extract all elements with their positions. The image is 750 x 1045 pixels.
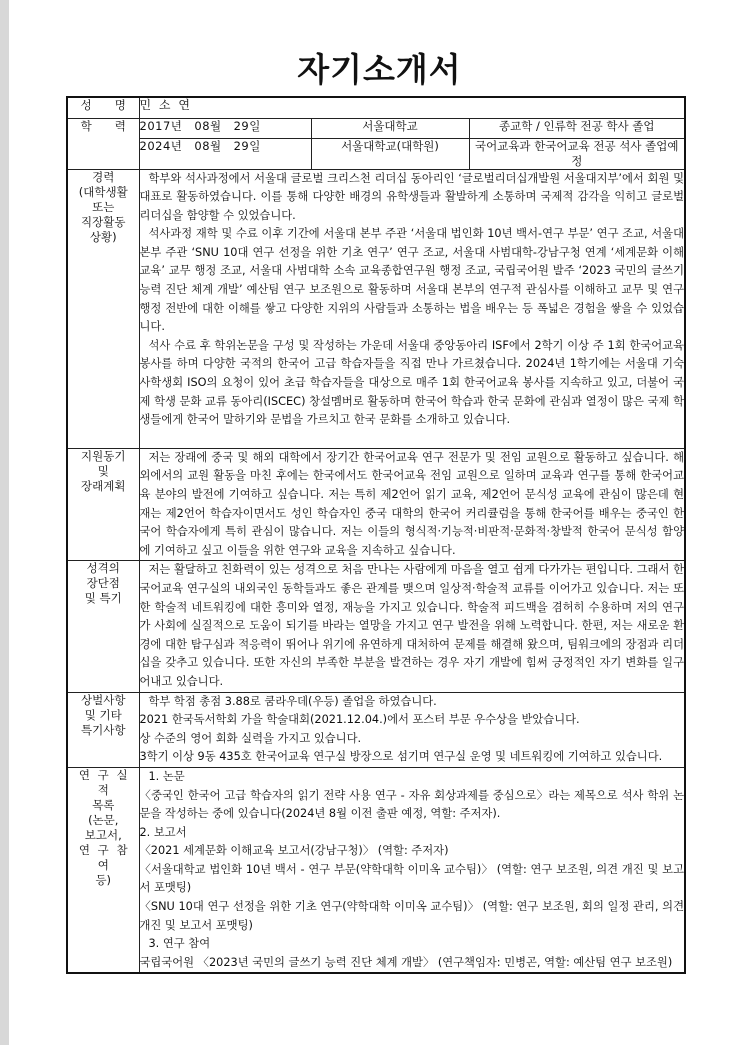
research-label-line: (논문, xyxy=(88,812,119,827)
motivation-label-line: 지원동기 xyxy=(81,448,126,463)
research-line: 〈SNU 10대 연구 선정을 위한 기초 연구(약학대학 이미옥 교수팀)〉 (역할: 연구 보조원, 회의 일정 관리, 의견 개진 및 보고서 포맷팅) xyxy=(139,900,684,932)
awards-line: 3학기 이상 9동 435호 한국어교육 연구실 방장으로 섬기며 연구실 운영 및 네트워킹에 기여하고 있습니다. xyxy=(139,750,663,764)
career-content xyxy=(139,169,685,448)
research-label-line: 목록 xyxy=(92,797,115,812)
research-label-line: 연 구 실 적 xyxy=(78,767,130,797)
personality-content xyxy=(139,561,685,692)
research-line: 〈2021 세계문화 이해교육 보고서(강남구청)〉 (역할: 주저자) xyxy=(139,844,449,858)
table-row-career xyxy=(67,169,685,448)
motivation-label-line: 장래계획 xyxy=(81,478,126,493)
research-line: 1. 논문 xyxy=(148,769,185,783)
awards-label-line: 및 기타 xyxy=(84,707,122,722)
research-content xyxy=(139,767,685,973)
education-school: 서울대학교(대학원) xyxy=(311,138,469,169)
personality-label-line: 장단점 xyxy=(86,576,120,591)
awards-label-line: 상벌사항 xyxy=(81,692,126,707)
awards-content xyxy=(139,692,685,767)
personality-label xyxy=(67,561,139,692)
career-paragraph: 석사 수료 후 학위논문을 구성 및 작성하는 가운데 서울대 중앙동아리 ISF에서 2학기 이상 주 1회 한국어교육 봉사를 하며 다양한 국적의 한국어 고급 학습자들을 직접 만나 가르쳤습니다. 2024년 1학기에는 서울대 기숙사학생회 ISO의 요청이 있어 초급 학습자들을 대상으로 매주 1회 한국어교육 봉사를 지속하고 있고, 더불어 국제 학생 문화 교류 동아리(ISCEC) 창설멤버로 활동하며 한국어 학습과 한국 문화에 관심과 열정이 많은 국제 학생들에게 한국어 말하기와 문법을 가르치고 한국 문화를 소개하고 있습니다. xyxy=(139,338,684,427)
research-line: 〈중국인 한국어 고급 학습자의 읽기 전략 사용 연구 - 자유 회상과제를 중심으로〉라는 제목으로 석사 학위 논문을 작성하는 중에 있습니다(2024년 8월 이전 출판 예정, 역할: 주저자). xyxy=(139,788,684,821)
career-label-line: (대학생활 xyxy=(78,184,128,199)
career-label-line: 직장활동 xyxy=(81,214,126,229)
career-label-line: 상황) xyxy=(89,229,117,244)
table-row-awards xyxy=(67,692,685,767)
name-label: 성 명 xyxy=(67,97,139,118)
education-label: 학 력 xyxy=(67,118,139,169)
career-paragraph: 석사과정 재학 및 수료 이후 기간에 서울대 본부 주관 ‘서울대 법인화 10년 백서-연구 부문’ 연구 조교, 서울대 본부 주관 ‘SNU 10대 연구 선정을 위한 기초 연구’ 연구 조교, 서울대 사범대학-강남구청 연계 ‘세계문화 이해교육’ 교무 행정 조교, 서울대 사범대학 소속 교육종합연구원 행정 조교, 국립국어원 발주 ‘2023 국민의 글쓰기 능력 진단 체계 개발’ 예산팀 연구 보조원으로 활동하며 서울대 본부의 연구적 관심사를 이해하고 교무 및 연구 행정 전반에 대한 이해를 쌓고 다양한 지위의 사람들과 소통하는 법을 배우는 등 폭넓은 경험을 쌓을 수 있었습니다. xyxy=(139,227,684,334)
motivation-content xyxy=(139,448,685,561)
resume-table xyxy=(66,96,686,974)
education-date: 2017년 08월 29일 xyxy=(139,118,311,138)
career-paragraph: 학부와 석사과정에서 서울대 글로벌 크리스천 리더십 동아리인 ‘글로벌리더십개발원 서울대지부’에서 회원 및 대표로 활동하였습니다. 이를 통해 다양한 배경의 유학생들과 활발하게 소통하며 국제적 감각을 익히고 글로벌 리더십을 함양할 수 있었습니다. xyxy=(139,171,684,222)
career-label-line: 경력 xyxy=(92,169,115,184)
education-major: 종교학 / 인류학 전공 학사 졸업 xyxy=(469,118,685,138)
page-title: 자기소개서 xyxy=(297,50,462,89)
personality-label-line: 성격의 xyxy=(86,561,120,576)
awards-line: 상 수준의 영어 회화 실력을 가지고 있습니다. xyxy=(139,731,362,745)
motivation-paragraph: 저는 장래에 중국 및 해외 대학에서 장기간 한국어교육 연구 전문가 및 전임 교원으로 활동하고 싶습니다. 해외에서의 교원 활동을 마친 후에는 한국에서도 한국어교육 전임 교원으로 일하며 교육과 연구를 통해 한국어교육 분야의 발전에 기여하고 싶습니다. 저는 특히 제2언어 읽기 교육, 제2언어 문식성 교육에 관심이 많은데 현재는 제2언어 학습자이면서도 성인 학습자인 중국 대학의 한국어 커리큘럼을 통해 한국어를 배우는 중국인 한국어 학습자에게 특히 관심이 많습니다. 저는 이들의 형식적·기능적·비판적·문화적·창발적 한국어 문식성 함양에 기여하고 싶고 이들을 위한 연구와 교육을 지속하고 싶습니다. xyxy=(139,450,684,557)
table-row-motivation xyxy=(67,448,685,561)
education-date: 2024년 08월 29일 xyxy=(139,138,311,169)
research-label-line: 보고서, xyxy=(84,827,122,842)
research-line: 국립국어원 〈2023년 국민의 글쓰기 능력 진단 체계 개발〉 (연구책임자: 민병곤, 역할: 예산팀 연구 보조원) xyxy=(139,955,673,969)
research-line: 〈서울대학교 법인화 10년 백서 - 연구 부문(약학대학 이미옥 교수팀)〉 (역할: 연구 보조원, 의견 개진 및 보고서 포맷팅) xyxy=(139,862,684,895)
table-row-education-1 xyxy=(67,118,685,138)
career-label-line: 또는 xyxy=(92,199,115,214)
document-page xyxy=(9,0,750,1045)
personality-label-line: 및 특기 xyxy=(84,591,122,606)
education-major: 국어교육과 한국어교육 전공 석사 졸업예정 xyxy=(469,138,685,169)
table-row-name xyxy=(67,97,685,118)
table-row-education-2 xyxy=(67,138,685,169)
research-line: 2. 보고서 xyxy=(139,825,187,839)
table-row-personality xyxy=(67,561,685,692)
motivation-label xyxy=(67,448,139,561)
career-label xyxy=(67,169,139,448)
motivation-label-line: 및 xyxy=(97,463,109,478)
research-line: 3. 연구 참여 xyxy=(148,937,211,951)
awards-line: 학부 학점 총점 3.88로 쿰라우데(우등) 졸업을 하였습니다. xyxy=(148,694,437,708)
name-value: 민 소 연 xyxy=(139,97,685,118)
awards-label-line: 특기사항 xyxy=(81,722,126,737)
awards-label xyxy=(67,692,139,767)
research-label-line: 연 구 참 여 xyxy=(78,842,130,872)
career-trailing-space xyxy=(140,430,685,448)
awards-line: 2021 한국독서학회 가을 학술대회(2021.12.04.)에서 포스터 부문 우수상을 받았습니다. xyxy=(139,713,580,727)
personality-paragraph: 저는 활달하고 친화력이 있는 성격으로 처음 만나는 사람에게 마음을 열고 쉽게 다가가는 편입니다. 그래서 한국어교육 연구실의 내외국인 동학들과도 좋은 관계를 맺으며 일상적·학술적 교류를 이어가고 있습니다. 저는 또한 학술적 네트워킹에 대한 흥미와 열정, 재능을 가지고 있습니다. 학술적 피드백을 겸허히 수용하며 저의 연구가 사회에 실질적으로 도움이 되기를 바라는 열망을 가지고 연구 발전을 위해 노력합니다. 한편, 저는 새로운 환경에 대한 탐구심과 적응력이 뛰어나 위기에 유연하게 대처하여 문제를 해결해 왔으며, 팀워크에의 장점과 리더십을 갖추고 있습니다. 또한 자신의 부족한 부분을 발견하는 경우 자기 개발에 힘써 긍정적인 자기 변화를 일구어내고 있습니다. xyxy=(139,563,684,688)
research-label xyxy=(67,767,139,973)
research-label-line: 등) xyxy=(95,872,112,887)
table-row-research xyxy=(67,767,685,973)
education-school: 서울대학교 xyxy=(311,118,469,138)
